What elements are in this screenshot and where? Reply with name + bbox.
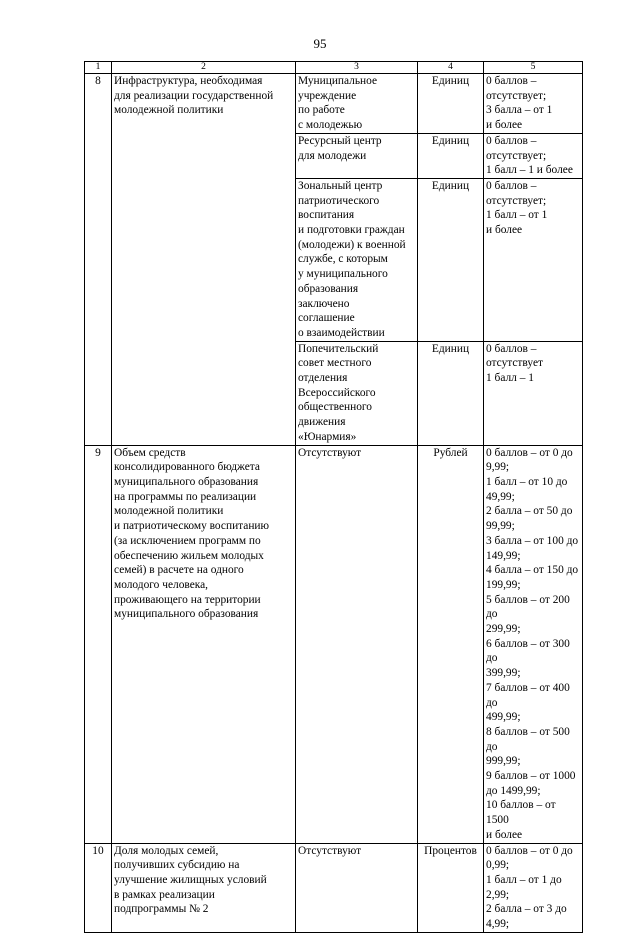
indicator-cell: Объем средств консолидированного бюджета муниципального образования на программы по реализации молодежной политики и патриотическому воспитанию (за исключением программ по обеспечению жильем молодых семей) в расчете на одного молодого человека, проживающего на территории муниципального образования bbox=[112, 445, 296, 843]
criterion-cell: Ресурсный центр для молодежи bbox=[296, 133, 418, 178]
score-cell: 0 баллов – отсутствует; 1 балл – 1 и более bbox=[484, 133, 583, 178]
row-number: 9 bbox=[85, 445, 112, 843]
row-number: 8 bbox=[85, 74, 112, 446]
unit-cell: Единиц bbox=[418, 178, 484, 341]
score-cell: 0 баллов – отсутствует; 1 балл – от 1 и более bbox=[484, 178, 583, 341]
criterion-cell: Попечительский совет местного отделения Всероссийского общественного движения «Юнармия» bbox=[296, 341, 418, 445]
unit-cell: Единиц bbox=[418, 133, 484, 178]
header-row bbox=[85, 62, 583, 74]
score-cell: 0 баллов – отсутствует 1 балл – 1 bbox=[484, 341, 583, 445]
page-number: 95 bbox=[313, 36, 327, 51]
table-row bbox=[85, 843, 583, 932]
score-cell: 0 баллов – отсутствует; 3 балла – от 1 и более bbox=[484, 74, 583, 134]
table-row bbox=[85, 74, 583, 134]
unit-cell: Единиц bbox=[418, 74, 484, 134]
header-cell: 1 bbox=[85, 62, 112, 74]
indicator-cell: Доля молодых семей, получивших субсидию на улучшение жилищных условий в рамках реализации подпрограммы № 2 bbox=[112, 843, 296, 932]
unit-cell: Единиц bbox=[418, 341, 484, 445]
criterion-cell: Муниципальное учреждение по работе с молодежью bbox=[296, 74, 418, 134]
criterion-cell: Отсутствуют bbox=[296, 843, 418, 932]
criteria-table bbox=[84, 61, 583, 933]
criterion-cell: Отсутствуют bbox=[296, 445, 418, 843]
header-cell: 2 bbox=[112, 62, 296, 74]
criterion-cell: Зональный центр патриотического воспитания и подготовки граждан (молодежи) к военной службе, с которым у муниципального образования заключено соглашение о взаимодействии bbox=[296, 178, 418, 341]
header-cell: 5 bbox=[484, 62, 583, 74]
row-number: 10 bbox=[85, 843, 112, 932]
table-row bbox=[85, 445, 583, 843]
score-cell: 0 баллов – от 0 до 9,99; 1 балл – от 10 до 49,99; 2 балла – от 50 до 99,99; 3 балла – от 100 до 149,99; 4 балла – от 150 до 199,99; 5 баллов – от 200 до 299,99; 6 баллов – от 300 до 399,99; 7 баллов – от 400 до 499,99; 8 баллов – от 500 до 999,99; 9 баллов – от 1000 до 1499,99; 10 баллов – от 1500 и более bbox=[484, 445, 583, 843]
score-cell: 0 баллов – от 0 до 0,99; 1 балл – от 1 до 2,99; 2 балла – от 3 до 4,99; bbox=[484, 843, 583, 932]
header-cell: 3 bbox=[296, 62, 418, 74]
header-cell: 4 bbox=[418, 62, 484, 74]
unit-cell: Рублей bbox=[418, 445, 484, 843]
unit-cell: Процентов bbox=[418, 843, 484, 932]
indicator-cell: Инфраструктура, необходимая для реализации государственной молодежной политики bbox=[112, 74, 296, 446]
